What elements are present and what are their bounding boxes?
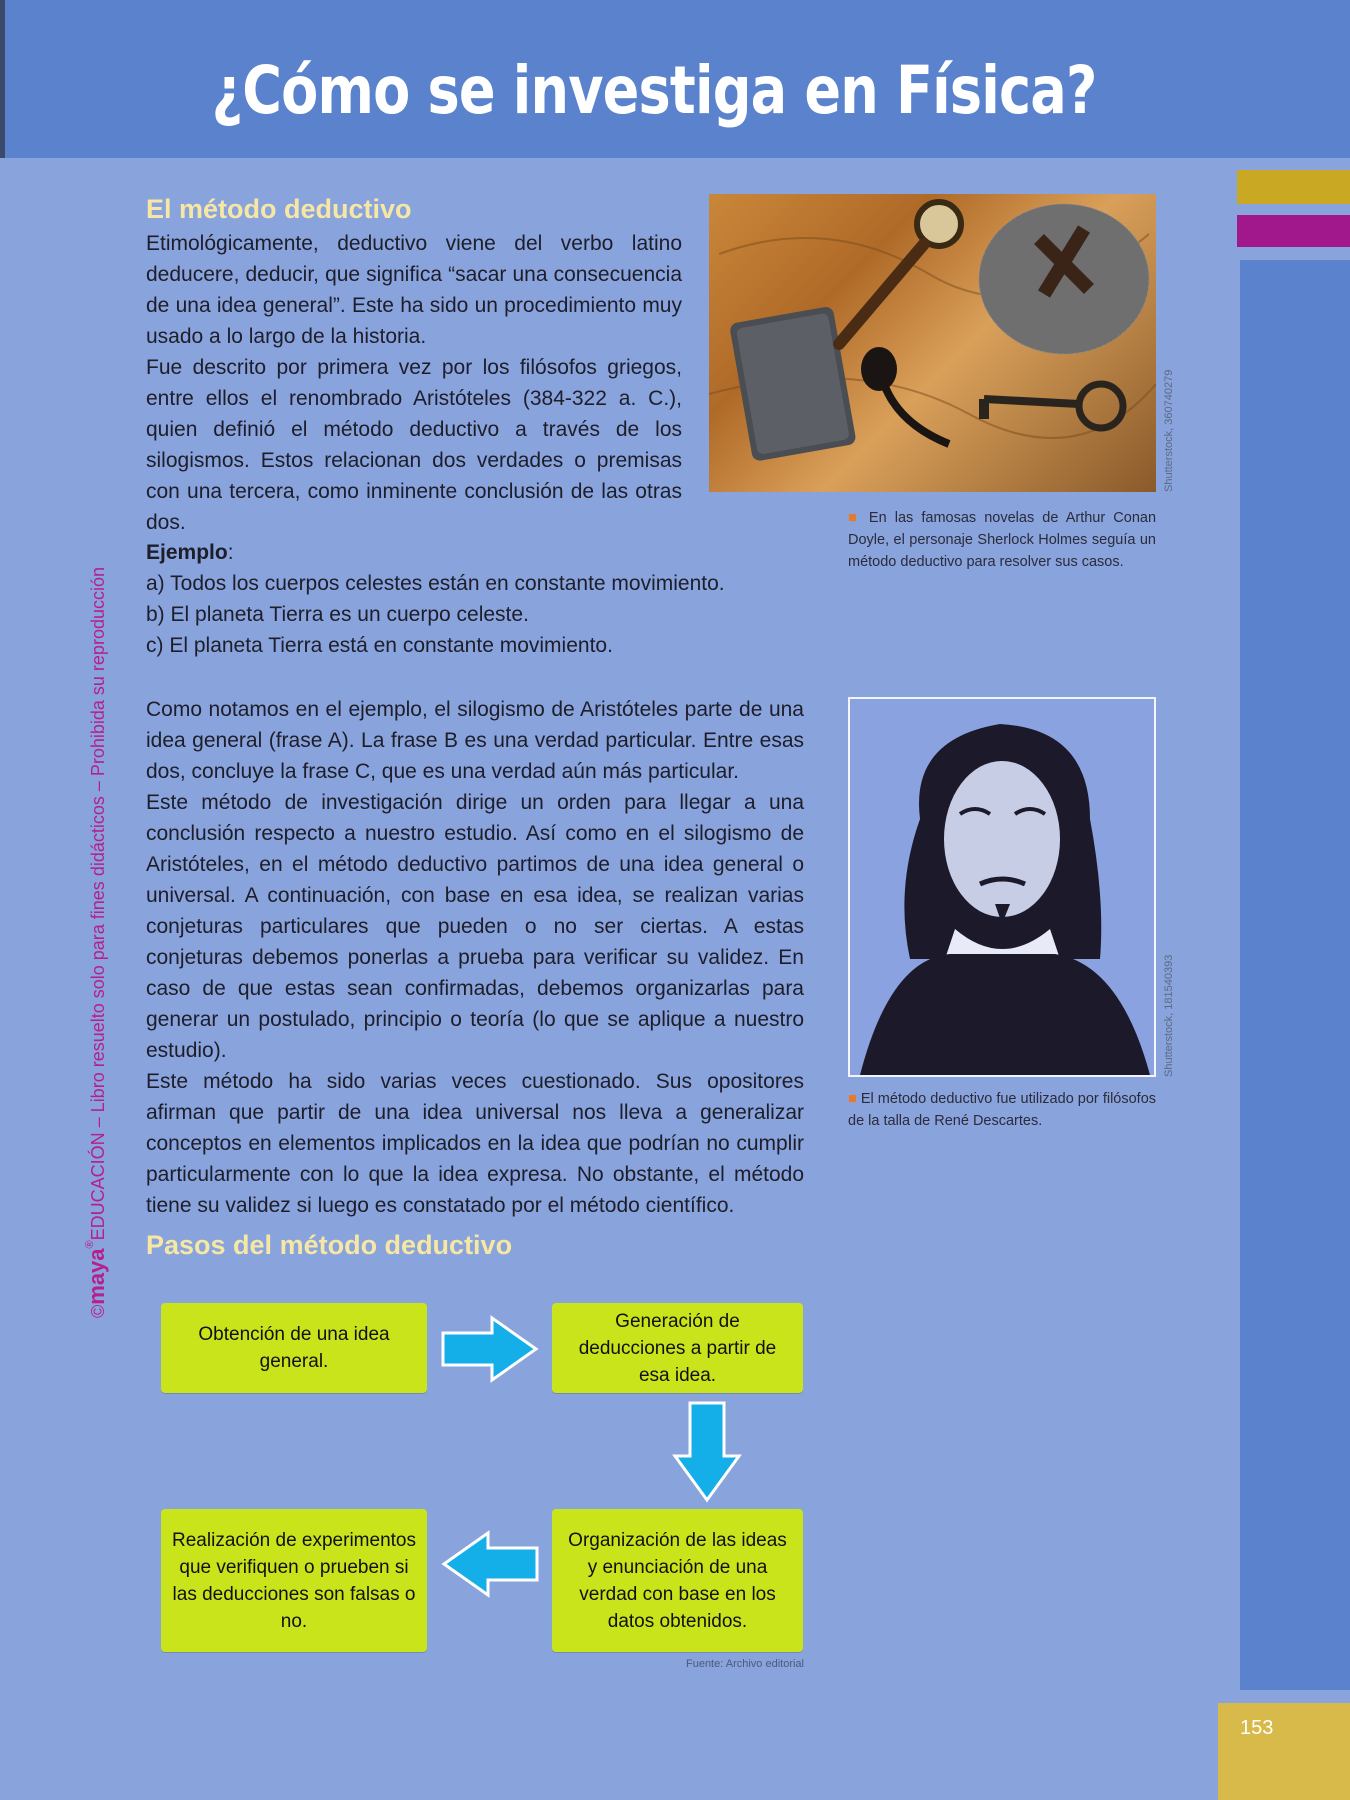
step-box-4: Realización de experimentos que verifiquen o prueben si las deducciones son falsas o no.: [161, 1509, 427, 1652]
brand-logo: maya: [84, 1248, 109, 1305]
caption-text: En las famosas novelas de Arthur Conan Doyle, el personaje Sherlock Holmes seguía un método deductivo para resolver sus casos.: [848, 510, 1157, 570]
hat-shape: [979, 204, 1149, 354]
caption-descartes: [848, 1088, 1156, 1132]
intro-text: [146, 228, 682, 538]
intro-paragraph: Etimológicamente, deductivo viene del verbo latino deducere, deducir, que significa “sacar una consecuencia de una idea general”. Este ha sido un procedimiento muy usado a lo largo de la historia.: [146, 232, 682, 348]
bullet-icon: ■: [848, 510, 861, 526]
descartes-illustration: [850, 699, 1154, 1075]
photo-credit-2: Shutterstock, 181540393: [1163, 954, 1175, 1077]
book-shape: [729, 306, 857, 462]
example-text: Todos los cuerpos celestes están en constante movimiento.: [170, 572, 725, 595]
copyright-note: [84, 567, 110, 1318]
example-item: [146, 568, 766, 599]
photo-credit-1: Shutterstock, 360740279: [1163, 369, 1175, 492]
intro-paragraph: Fue descrito por primera vez por los filósofos griegos, entre ellos el renombrado Aristóteles (384-322 a. C.), quien definió el método deductivo a través de los silogismos. Estos relacionan dos verdades o premisas con una tercera, como inminente conclusión de las otras dos.: [146, 356, 682, 534]
step-box-2: Generación de deducciones a partir de esa idea.: [552, 1303, 803, 1393]
color-tab-gold: [1237, 170, 1350, 204]
body-paragraph: Este método ha sido varias veces cuestionado. Sus opositores afirman que partir de una idea universal nos lleva a generalizar conceptos en elementos implicados en la idea que podrían no cumplir particularmente con lo que la idea expresa. No obstante, el método tiene su validez si luego es constatado por el método científico.: [146, 1070, 804, 1217]
page-title: ¿Cómo se investiga en Física?: [211, 52, 1097, 129]
arrow-down-icon: [672, 1400, 742, 1504]
color-tab-magenta: [1237, 215, 1350, 247]
sherlock-items-photo: [709, 194, 1156, 492]
header-bar: [0, 0, 1350, 158]
section-heading-deductive: El método deductivo: [146, 194, 412, 224]
figure-source: Fuente: Archivo editorial: [685, 1658, 804, 1670]
example-heading: Ejemplo:: [146, 541, 234, 564]
magnifier-shape: [839, 202, 961, 344]
key-shape: [979, 384, 1123, 428]
page-number: 153: [1240, 1717, 1274, 1739]
example-marker: a): [146, 572, 165, 595]
right-margin-strip: [1240, 260, 1350, 1690]
descartes-portrait: [848, 697, 1156, 1077]
step-box-3: Organización de las ideas y enunciación de una verdad con base en los datos obtenidos.: [552, 1509, 803, 1652]
copyright-symbol: ©: [88, 1304, 108, 1318]
example-text: El planeta Tierra está en constante movimiento.: [169, 634, 613, 657]
example-item: [146, 630, 766, 661]
example-marker: c): [146, 634, 164, 657]
example-label: Ejemplo: [146, 541, 228, 564]
example-marker: b): [146, 603, 165, 626]
header-edge: [0, 0, 5, 158]
registered-mark: ®: [84, 1240, 96, 1249]
example-block: [146, 537, 766, 661]
pipe-shape: [861, 347, 949, 444]
example-text: El planeta Tierra es un cuerpo celeste.: [170, 603, 529, 626]
page-number-tab: [1218, 1703, 1350, 1800]
sherlock-items-illustration: [709, 194, 1156, 492]
caption-sherlock: [848, 507, 1156, 573]
arrow-right-icon: [440, 1315, 540, 1383]
caption-text: El método deductivo fue utilizado por filósofos de la talla de René Descartes.: [848, 1091, 1157, 1129]
arrow-left-icon: [440, 1530, 540, 1598]
body-paragraph: Este método de investigación dirige un orden para llegar a una conclusión respecto a nuestro estudio. Así como en el silogismo de Aristóteles, en el método deductivo partimos de una idea general o universal. A continuación, con base en esa idea, se realizan varias conjeturas particulares que pueden o no ser ciertas. A estas conjeturas debemos ponerlas a prueba para verificar su validez. En caso de que estas sean confirmadas, debemos organizarlas para generar un postulado, principio o teoría (lo que se aplique a nuestro estudio).: [146, 791, 804, 1062]
bullet-icon: ■: [848, 1091, 857, 1107]
body-paragraph: Como notamos en el ejemplo, el silogismo de Aristóteles parte de una idea general (frase A). La frase B es una verdad particular. Entre esas dos, concluye la frase C, que es una verdad aún más particular.: [146, 698, 804, 783]
step-box-1: Obtención de una idea general.: [161, 1303, 427, 1393]
example-item: [146, 599, 766, 630]
copyright-text: EDUCACIÓN – Libro resuelto solo para fines didácticos – Prohibida su reproducción: [88, 567, 108, 1241]
body-text: [146, 694, 804, 1221]
section-heading-steps: Pasos del método deductivo: [146, 1230, 513, 1260]
